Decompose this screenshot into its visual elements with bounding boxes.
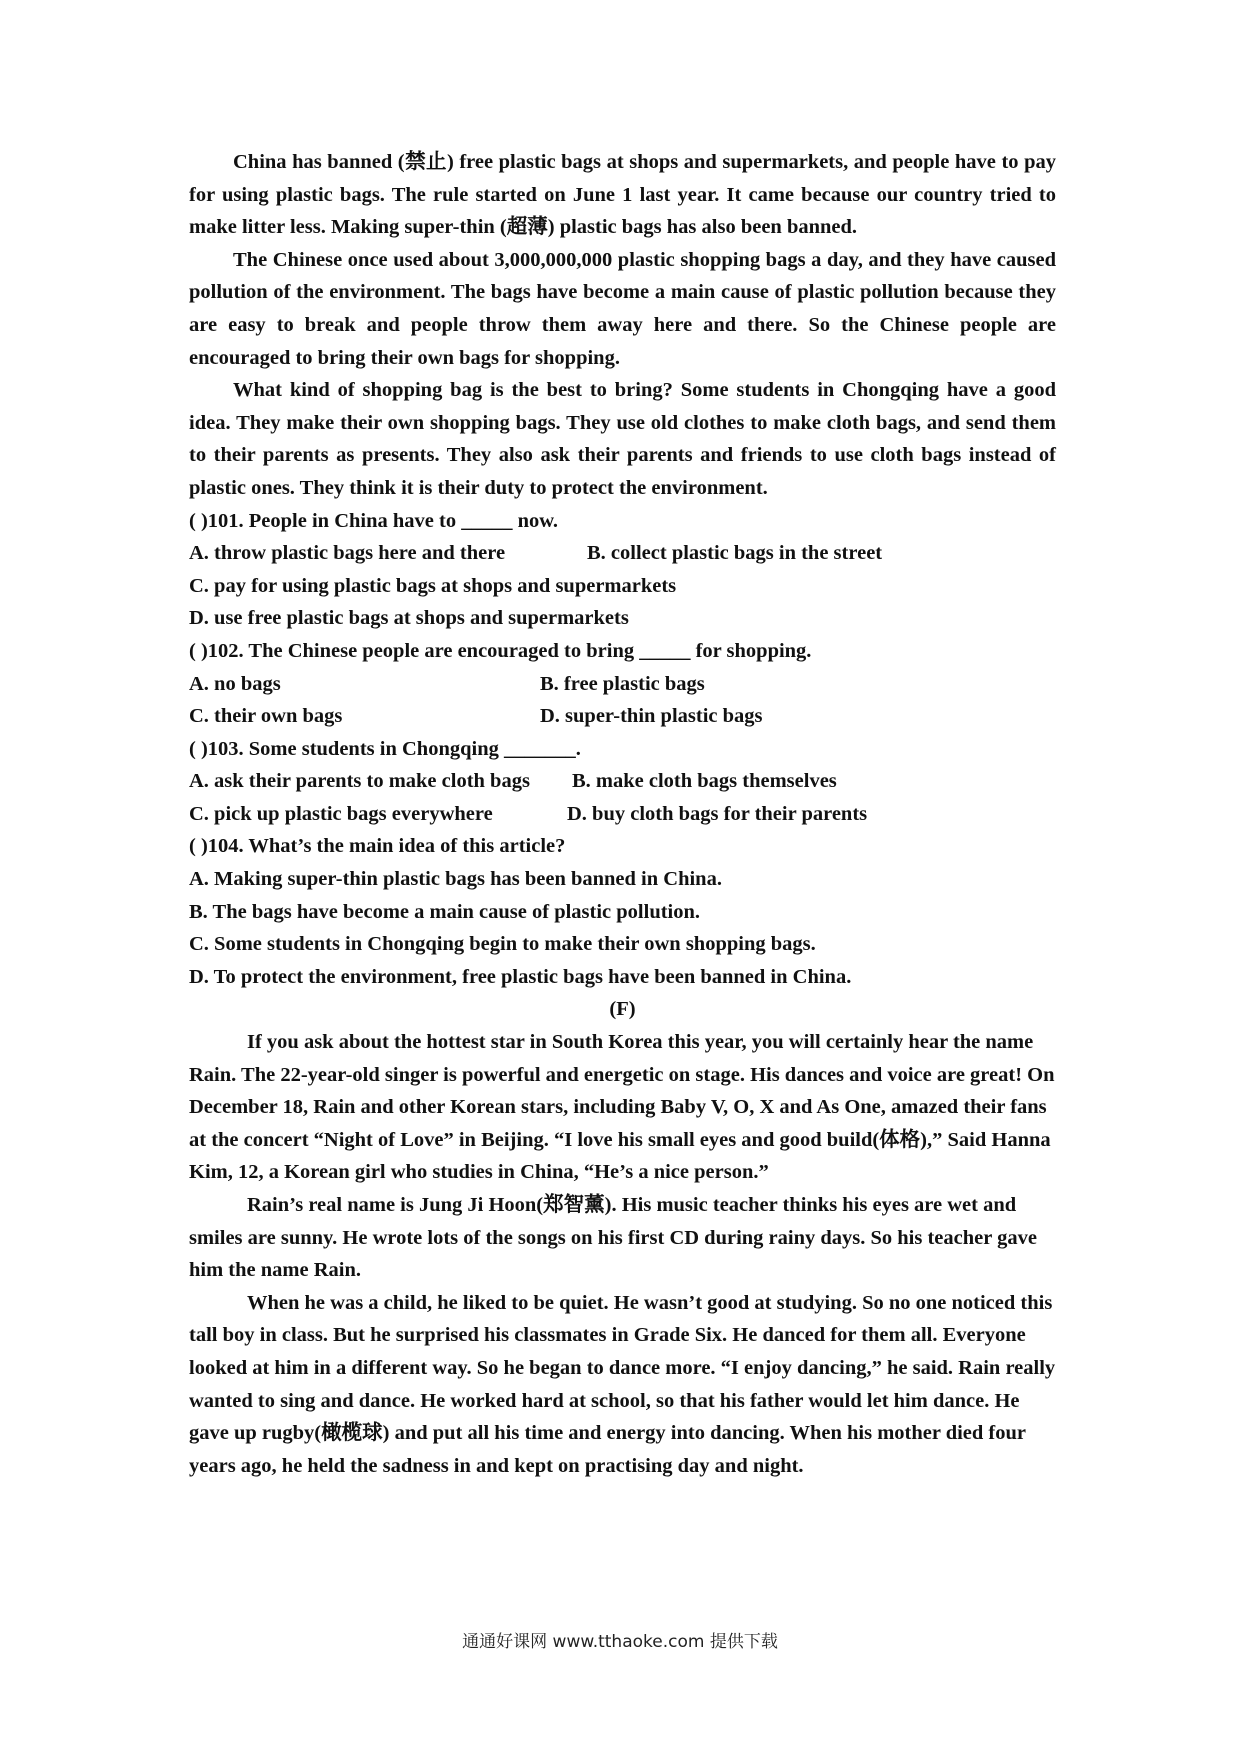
option-c: C. their own bags — [189, 705, 343, 728]
question-stem: ( )103. Some students in Chongqing _______. — [189, 737, 581, 760]
option-a: A. Making super-thin plastic bags has been banned in China. — [189, 868, 722, 891]
passage-paragraph: The Chinese once used about 3,000,000,000 plastic shopping bags a day, and they have caused pollution of the environment. The bags have become a main cause of plastic pollution because they are easy to break and people throw them away here and there. So the Chinese people are encouraged to bring their own bags for shopping. — [189, 248, 1056, 369]
option-row — [189, 537, 1056, 570]
question-104 — [189, 830, 1056, 993]
option-d: D. use free plastic bags at shops and supermarkets — [189, 607, 629, 630]
option-c: C. pick up plastic bags everywhere — [189, 802, 493, 825]
option-row — [189, 668, 1056, 701]
passage-paragraph: China has banned (禁止) free plastic bags at shops and supermarkets, and people have to pay for using plastic bags. The rule started on June 1 last year. It came because our country tried to make litter less. Making super-thin (超薄) plastic bags has also been banned. — [189, 151, 1056, 239]
passage-paragraph: When he was a child, he liked to be quiet. He wasn’t good at studying. So no one noticed this tall boy in class. But he surprised his classmates in Grade Six. He danced for them all. Everyone looked at him in a different way. So he began to dance more. “I enjoy dancing,” he said. Rain really wanted to sing and dance. He worked hard at school, so that his father would let him dance. He gave up rugby(橄榄球) and put all his time and energy into dancing. When his mother died four years ago, he held the sadness in and kept on practising day and night. — [189, 1291, 1056, 1477]
option-a: A. ask their parents to make cloth bags — [189, 770, 530, 793]
option-d: D. super-thin plastic bags — [540, 705, 763, 728]
page-footer: 通通好课网 www.tthaoke.com 提供下载 — [462, 1632, 778, 1652]
section-title: (F) — [609, 998, 636, 1021]
question-stem: ( )102. The Chinese people are encouraged to bring _____ for shopping. — [189, 639, 812, 662]
passage-paragraph: If you ask about the hottest star in South Korea this year, you will certainly hear the name Rain. The 22-year-old singer is powerful and energetic on stage. His dances and voice are great! On December 18, Rain and other Korean stars, including Baby V, O, X and As One, amazed their fans at the concert “Night of Love” in Beijing. “I love his small eyes and good build(体格),” Said Hanna Kim, 12, a Korean girl who studies in China, “He’s a nice person.” — [189, 1031, 1055, 1184]
passage-paragraph: Rain’s real name is Jung Ji Hoon(郑智薰). His music teacher thinks his eyes are wet and smiles are sunny. He wrote lots of the songs on his first CD during rainy days. So his teacher gave him the name Rain. — [189, 1194, 1037, 1282]
option-row — [189, 700, 1056, 733]
option-a: A. throw plastic bags here and there — [189, 542, 506, 565]
option-b: B. collect plastic bags in the street — [587, 542, 883, 565]
option-row — [189, 765, 1056, 798]
option-d: D. To protect the environment, free plastic bags have been banned in China. — [189, 965, 852, 988]
question-stem: ( )101. People in China have to _____ now. — [189, 509, 559, 532]
passage-paragraph: What kind of shopping bag is the best to bring? Some students in Chongqing have a good idea. They make their own shopping bags. They use old clothes to make cloth bags, and send them to their parents as presents. They also ask their parents and friends to use cloth bags instead of plastic ones. They think it is their duty to protect the environment. — [189, 379, 1056, 499]
passage-e — [189, 146, 1056, 505]
question-102 — [189, 635, 1056, 733]
option-c: C. pay for using plastic bags at shops and supermarkets — [189, 574, 677, 597]
question-103 — [189, 733, 1056, 831]
question-101 — [189, 505, 1056, 635]
option-a: A. no bags — [189, 672, 281, 695]
option-b: B. free plastic bags — [540, 672, 705, 695]
option-b: B. make cloth bags themselves — [572, 770, 837, 793]
question-stem: ( )104. What’s the main idea of this article? — [189, 835, 566, 858]
document-page — [189, 146, 1056, 1482]
option-c: C. Some students in Chongqing begin to make their own shopping bags. — [189, 933, 816, 956]
option-d: D. buy cloth bags for their parents — [567, 802, 868, 825]
option-b: B. The bags have become a main cause of plastic pollution. — [189, 900, 701, 923]
option-row — [189, 798, 1056, 831]
passage-f — [189, 993, 1056, 1482]
